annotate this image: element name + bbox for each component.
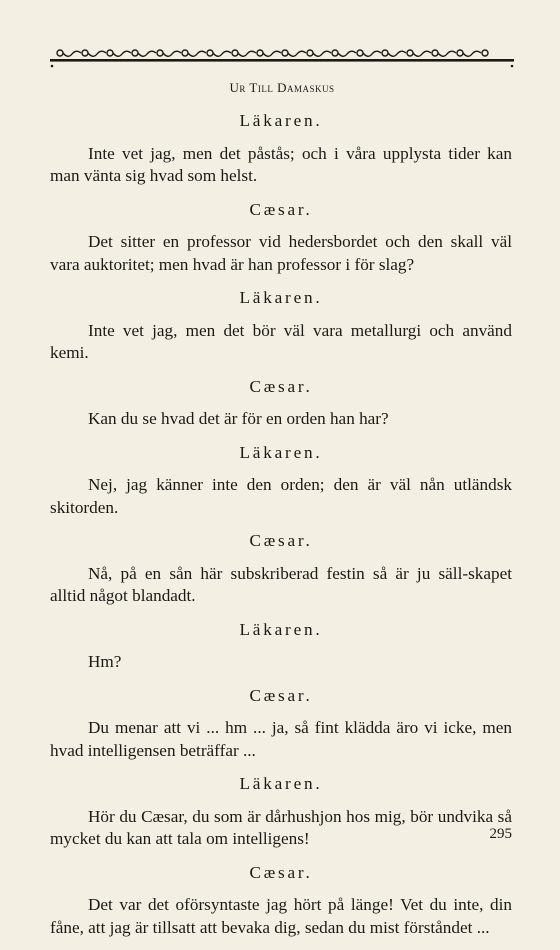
speaker-name: Läkaren. — [239, 774, 323, 793]
dialogue-line: Nå, på en sån här subskriberad festin så är ju säll-skapet alltid något blandadt. — [50, 563, 512, 605]
dialogue-line: Hör du Cæsar, du som är dårhushjon hos mig, bör undvika så mycket du kan att tala om intelligens! — [50, 806, 512, 848]
dialogue-line: Kan du se hvad det är för en orden han har? — [88, 409, 389, 428]
speaker-name: Läkaren. — [239, 442, 323, 462]
running-head: Ur Till Damaskus — [229, 80, 335, 95]
speaker-name: Cæsar. — [249, 531, 313, 550]
dialogue-line: Du menar att vi ... hm ... ja, så fint klädda äro vi icke, men hvad intelligensen beträffar ... — [50, 718, 512, 760]
dialogue-line: Det var det oförsyntaste jag hört på länge! Vet du inte, din fåne, att jag är tillsatt att bevaka dig, sedan du mist förståndet ... — [50, 895, 512, 937]
speaker-name: Cæsar. — [249, 685, 313, 705]
speaker-name: Cæsar. — [249, 199, 313, 219]
speaker-name: Läkaren. — [239, 619, 323, 639]
dialogue-line: Inte vet jag, men det påstås; och i våra upplysta tider kan man vänta sig hvad som helst. — [50, 143, 512, 185]
page-number: 295 — [489, 826, 512, 842]
dialogue-line: Hm? — [88, 652, 122, 671]
speaker-name: Cæsar. — [249, 862, 313, 882]
speaker-name: Läkaren. — [239, 111, 323, 130]
ornamental-header-band — [50, 46, 514, 72]
dialogue-line: Det sitter en professor vid hedersbordet och den skall väl vara auktoritet; men hvad är han professor i för slag? — [50, 232, 512, 274]
dialogue-line: Inte vet jag, men det bör väl vara metallurgi och använd kemi. — [50, 320, 512, 362]
speaker-name: Läkaren. — [239, 288, 323, 307]
dialogue-text — [50, 110, 512, 950]
speaker-name: Cæsar. — [249, 376, 313, 396]
dialogue-line: Nej, jag känner inte den orden; den är väl nån utländsk skitorden. — [50, 475, 512, 517]
